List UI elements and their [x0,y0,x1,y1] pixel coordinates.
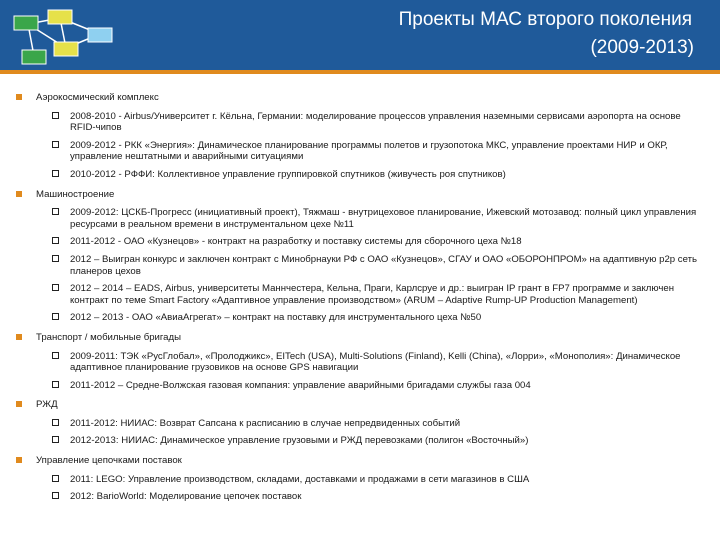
category-label: РЖД [36,399,58,411]
list-item-text: 2011-2012 - ОАО «Кузнецов» - контракт на разработку и поставку системы для сборочного цеха №18 [70,236,522,248]
list-item [36,435,704,447]
list-item-text: 2009-2012: ЦСКБ-Прогресс (инициативный проект), Тяжмаш - внутрицеховое планирование, Ижевский мотозавод: полный цикл управления ресурсами в реальном времени в инструментальном цехе №11 [70,207,697,230]
category-machine-building [14,189,704,324]
list-item [36,312,704,324]
slide-header [0,0,720,74]
checkbox-bullet-icon [52,352,59,359]
list-item-text: 2011-2012: НИИАС: Возврат Сапсана к расписанию в случае непредвиденных событий [70,417,461,429]
list-item [36,491,704,503]
list-item-text: 2012: BarioWorld: Моделирование цепочек поставок [70,491,302,503]
bullet-square-icon [16,191,22,197]
category-railways [14,399,704,447]
list-item-text: 2009-2012 - РКК «Энергия»: Динамическое планирование программы полетов и грузопотока МКС, управление проектами НИР и ОКР, управление нештатными и аварийными ситуациями [70,139,668,163]
list-item [36,169,704,181]
checkbox-bullet-icon [52,475,59,482]
checkbox-bullet-icon [52,492,59,499]
checkbox-bullet-icon [52,436,59,443]
checkbox-bullet-icon [52,313,59,320]
slide-title [174,6,694,62]
list-item [36,111,704,134]
category-label: Транспорт / мобильные бригады [36,331,182,343]
list-item [36,418,704,430]
list-item-text: 2008-2010 - Airbus/Университет г. Кёльна, Германии: моделирование процессов управления наземными сервисами аэропорта на основе RFID-чипов [70,110,681,134]
list-item [36,380,704,392]
list-item [36,254,704,277]
list-item-text: 2009-2011: ТЭК «РусГлобал», «Пролоджикс», EITech (USA), Multi-Solutions (Finland), Kelli (China), «Лорри», «Монополия»: Динамическое адаптивное планирование грузовиков на основе GPS навигации [70,350,681,374]
title-line-1: Проекты МАС второго поколения [398,9,692,30]
category-supply-chain [14,455,704,503]
list-item-text: 2012 – 2013 - ОАО «АвиаАгрегат» – контракт на поставку для инструментального цеха №50 [70,312,482,324]
checkbox-bullet-icon [52,419,59,426]
list-item-text: 2012 – 2014 – EADS, Airbus, университеты Маннчестера, Кельна, Праги, Карлсруе и др.: выигран IP грант в FP7 программе и заключен контракт по теме Smart Factory «Адаптивное управление производством» (ARUM – Adaptive Rump-UP Production Management) [70,283,675,306]
network-diagram-logo [8,4,128,68]
list-item [36,283,704,306]
category-label: Машиностроение [36,188,115,200]
checkbox-bullet-icon [52,141,59,148]
checkbox-bullet-icon [52,170,59,177]
list-item [36,236,704,248]
list-item-text: 2011: LEGO: Управление производством, складами, доставками и продажами в сети магазинов в США [70,473,530,485]
checkbox-bullet-icon [52,284,59,291]
list-item-text: 2010-2012 - РФФИ: Коллективное управление группировкой спутников (живучесть роя спутников) [70,168,506,180]
title-line-2: (2009-2013) [590,37,694,58]
checkbox-bullet-icon [52,255,59,262]
category-label: Аэрокосмический комплекс [36,92,159,103]
list-item [36,207,704,230]
list-item [36,351,704,374]
category-transport [14,332,704,391]
list-item-text: 2012 – Выигран конкурс и заключен контракт с Минобрнауки РФ с ОАО «Кузнецов», СГАУ и ОАО «ОБОРОНПРОМ» на адаптивную p2p сеть планеров цехов [70,253,698,277]
list-item [36,474,704,486]
project-list [14,92,704,511]
category-aerospace [14,92,704,181]
checkbox-bullet-icon [52,381,59,388]
checkbox-bullet-icon [52,208,59,215]
list-item-text: 2012-2013: НИИАС: Динамическое управление грузовыми и РЖД перевозками (полигон «Восточный») [70,435,529,447]
category-label: Управление цепочками поставок [36,455,182,467]
bullet-square-icon [16,334,22,340]
list-item-text: 2011-2012 – Средне-Волжская газовая компания: управление аварийными бригадами службы газа 004 [70,379,531,391]
checkbox-bullet-icon [52,112,59,119]
bullet-square-icon [16,94,22,100]
checkbox-bullet-icon [52,237,59,244]
bullet-square-icon [16,457,22,463]
list-item [36,140,704,163]
bullet-square-icon [16,401,22,407]
